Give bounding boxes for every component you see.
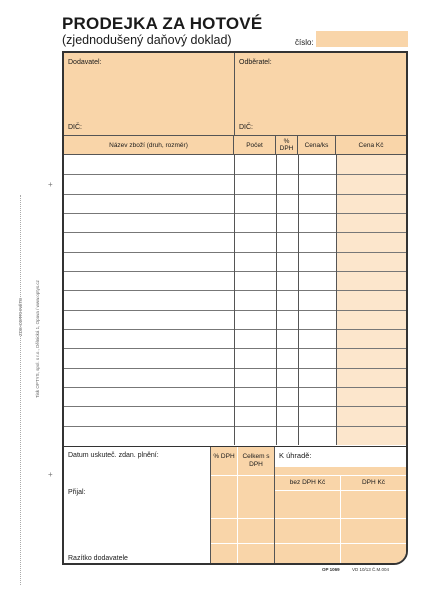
form-info: VD 10/13 Č.M.004 xyxy=(352,567,390,572)
row-divider xyxy=(64,174,406,175)
vat-rate-2[interactable] xyxy=(211,519,237,543)
row-divider xyxy=(64,194,406,195)
total-3[interactable] xyxy=(238,544,274,564)
without-vat-3[interactable] xyxy=(275,544,340,564)
buyer-box[interactable] xyxy=(235,53,406,135)
vat-percent-header: % DPH xyxy=(211,447,237,475)
number-field[interactable] xyxy=(316,31,408,47)
vat-amount-2[interactable] xyxy=(341,519,406,543)
col-divider-4 xyxy=(336,155,337,445)
col-divider-3 xyxy=(298,155,299,445)
vat-amount-3[interactable] xyxy=(341,544,406,564)
print-info: Tisk OPTYS, spol. s r.o., Dělnická 1, Opava / www.optys.cz xyxy=(35,280,40,398)
total-2[interactable] xyxy=(238,519,274,543)
table-header xyxy=(64,135,406,155)
row-divider xyxy=(64,213,406,214)
col-divider-2 xyxy=(276,155,277,445)
col-vat: % DPH xyxy=(276,136,298,154)
form-subtitle: (zjednodušený daňový doklad) xyxy=(62,33,232,47)
date-label: Datum uskuteč. zdan. plnění: xyxy=(68,452,159,459)
buyer-dic-label: DIČ: xyxy=(239,124,253,131)
col-total: Cena Kč xyxy=(358,141,384,149)
vat-rate-3[interactable] xyxy=(211,544,237,564)
without-vat-2[interactable] xyxy=(275,519,340,543)
stamp-label: Razítko dodavatele xyxy=(68,555,128,562)
total-with-vat-header: Celkem s DPH xyxy=(238,447,274,475)
cut-line-text: ZDE ODTRHNĚTE xyxy=(18,297,23,336)
row-divider xyxy=(64,271,406,272)
row-divider xyxy=(64,232,406,233)
row-divider xyxy=(64,406,406,407)
row-divider xyxy=(64,310,406,311)
item-rows[interactable] xyxy=(64,155,406,445)
buyer-label: Odběratel: xyxy=(239,59,272,66)
row-divider xyxy=(64,387,406,388)
row-divider xyxy=(64,426,406,427)
row-divider xyxy=(64,290,406,291)
col-unit-price: Cena/ks xyxy=(298,136,336,154)
cut-line xyxy=(20,195,21,585)
to-pay-label: K úhradě: xyxy=(279,451,312,460)
without-vat-1[interactable] xyxy=(275,491,340,518)
row-divider xyxy=(64,252,406,253)
received-label: Přijal: xyxy=(68,489,86,496)
vat-rate-1[interactable] xyxy=(211,476,237,518)
to-pay-field[interactable] xyxy=(275,467,406,475)
without-vat-header: bez DPH Kč xyxy=(275,476,340,490)
vat-amount-header: DPH Kč xyxy=(341,476,406,490)
total-1[interactable] xyxy=(238,476,274,518)
col-count: Počet xyxy=(234,136,276,154)
supplier-label: Dodavatel: xyxy=(68,59,102,66)
reg-mark-bottom: + xyxy=(48,470,53,479)
row-divider xyxy=(64,348,406,349)
row-divider xyxy=(64,368,406,369)
supplier-box[interactable] xyxy=(64,53,235,135)
document-frame xyxy=(62,51,408,565)
col-divider-1 xyxy=(234,155,235,445)
supplier-dic-label: DIČ: xyxy=(68,124,82,131)
vat-amount-1[interactable] xyxy=(341,491,406,518)
form-title: PRODEJKA ZA HOTOVÉ xyxy=(62,14,263,33)
reg-mark-top: + xyxy=(48,180,53,189)
number-label: číslo: xyxy=(295,38,314,47)
summary-section xyxy=(64,446,406,564)
col-name: Název zboží (druh, rozměr) xyxy=(64,136,234,154)
form-code: OP 1069 xyxy=(322,567,340,572)
row-divider xyxy=(64,329,406,330)
